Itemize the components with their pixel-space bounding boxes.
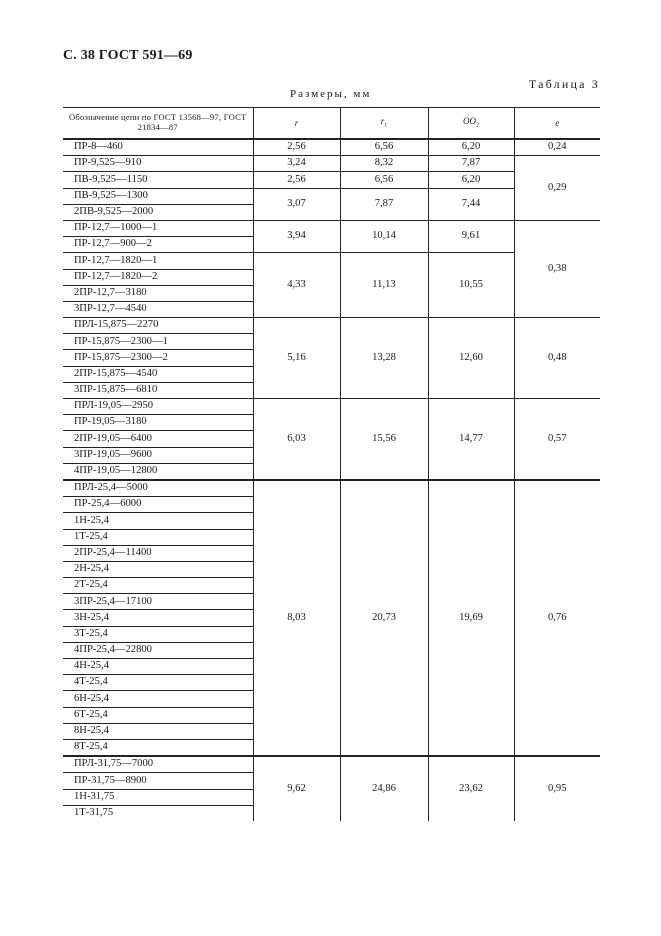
chain-designation: 1Н-31,75 [63, 789, 253, 805]
chain-designation: 3ПР-15,875—6810 [63, 382, 253, 398]
r1-subscript: 1 [384, 122, 388, 129]
chain-designation: 3ПР-19,05—9600 [63, 447, 253, 463]
chain-designation: 1Т-25,4 [63, 529, 253, 545]
cell-oo2: 7,44 [428, 188, 514, 220]
chain-designation: ПВ-9,525—1150 [63, 172, 253, 188]
cell-r: 6,03 [253, 399, 340, 480]
table-row [63, 318, 600, 334]
cell-r1: 8,32 [340, 156, 428, 172]
table-row [63, 756, 600, 773]
cell-oo2: 23,62 [428, 756, 514, 821]
table-label: Таблица 3 [528, 77, 600, 91]
chain-designation: 2ПВ-9,525—2000 [63, 204, 253, 220]
cell-r1: 10,14 [340, 220, 428, 252]
chain-designation: 4ПР-25,4—22800 [63, 642, 253, 658]
cell-r1: 6,56 [340, 172, 428, 188]
chain-dimensions-table [63, 107, 600, 821]
chain-designation: ПР-31,75—8900 [63, 773, 253, 789]
chain-designation: 1Н-25,4 [63, 513, 253, 529]
col-header-e [514, 108, 600, 140]
cell-r: 2,56 [253, 172, 340, 188]
col-header-designation: Обозначение цепи по ГОСТ 13568—97, ГОСТ 21834—87 [63, 108, 253, 140]
table-row [63, 156, 600, 172]
cell-oo2: 9,61 [428, 220, 514, 252]
cell-e: 0,29 [514, 156, 600, 221]
r1-symbol: r [380, 116, 385, 127]
chain-designation: ПРЛ-25,4—5000 [63, 480, 253, 497]
cell-e: 0,38 [514, 220, 600, 317]
cell-oo2: 6,20 [428, 139, 514, 156]
chain-designation: ПР-12,7—1820—1 [63, 253, 253, 269]
cell-r: 2,56 [253, 139, 340, 156]
e-symbol: e [555, 117, 560, 128]
oo2-subscript: 2 [476, 122, 479, 129]
chain-designation: ПР-8—460 [63, 139, 253, 156]
cell-oo2: 10,55 [428, 253, 514, 318]
cell-r1: 15,56 [340, 399, 428, 480]
chain-designation: 1Т-31,75 [74, 806, 114, 818]
table-row [63, 220, 600, 236]
chain-designation: ПР-12,7—900—2 [63, 237, 253, 253]
table-header-row [63, 108, 600, 140]
chain-designation: ПР-9,525—910 [63, 156, 253, 172]
chain-designation: 2ПР-15,875—4540 [63, 366, 253, 382]
chain-designation: ПР-15,875—2300—1 [63, 334, 253, 350]
chain-designation: ПР-19,05—3180 [63, 415, 253, 431]
chain-designation: ПРЛ-31,75—7000 [63, 756, 253, 773]
chain-designation: 2ПР-19,05—6400 [63, 431, 253, 447]
page-header: С. 38 ГОСТ 591—69 [63, 48, 193, 63]
cell-oo2: 14,77 [428, 399, 514, 480]
chain-designation: 4ПР-19,05—12800 [63, 463, 253, 480]
cell-r1: 11,13 [340, 253, 428, 318]
cell-r: 3,94 [253, 220, 340, 252]
cell-r: 3,07 [253, 188, 340, 220]
cell-r1: 6,56 [340, 139, 428, 156]
cell-oo2: 6,20 [428, 172, 514, 188]
cell-r1: 20,73 [340, 480, 428, 756]
chain-designation: 3ПР-25,4—17100 [63, 594, 253, 610]
cell-r1: 24,86 [340, 756, 428, 821]
chain-designation: 2Т-25,4 [63, 578, 253, 594]
chain-designation: 3Т-25,4 [63, 626, 253, 642]
col-header-r1 [340, 108, 428, 140]
chain-designation: 6Н-25,4 [63, 691, 253, 707]
cell-e: 0,95 [514, 756, 600, 821]
cell-r: 3,24 [253, 156, 340, 172]
sizes-caption: Размеры, мм [290, 88, 372, 100]
cell-r: 9,62 [253, 756, 340, 821]
chain-designation: ПР-15,875—2300—2 [63, 350, 253, 366]
chain-designation: ПРЛ-19,05—2950 [63, 399, 253, 415]
chain-designation: ПРЛ-15,875—2270 [63, 318, 253, 334]
cell-e: 0,24 [514, 139, 600, 156]
chain-designation: 8Т-25,4 [63, 739, 253, 756]
cell-r1: 13,28 [340, 318, 428, 399]
table-row [63, 139, 600, 156]
chain-designation: 6Т-25,4 [63, 707, 253, 723]
chain-designation: 3ПР-12,7—4540 [63, 301, 253, 317]
cell-oo2: 12,60 [428, 318, 514, 399]
cell-oo2: 7,87 [428, 156, 514, 172]
chain-designation: 8Н-25,4 [63, 723, 253, 739]
r-symbol: r [294, 117, 299, 128]
cell-e: 0,57 [514, 399, 600, 480]
col-header-oo2 [428, 108, 514, 140]
chain-designation: ПР-12,7—1820—2 [63, 269, 253, 285]
chain-designation: 2ПР-25,4—11400 [63, 545, 253, 561]
chain-designation: 4Н-25,4 [63, 659, 253, 675]
chain-designation: ПР-12,7—1000—1 [63, 220, 253, 236]
chain-designation: 2Н-25,4 [63, 561, 253, 577]
chain-designation: ПВ-9,525—1300 [63, 188, 253, 204]
cell-e: 0,48 [514, 318, 600, 399]
cell-e: 0,76 [514, 480, 600, 756]
cell-r1: 7,87 [340, 188, 428, 220]
table-row [63, 399, 600, 415]
cell-oo2: 19,69 [428, 480, 514, 756]
chain-designation: 4Т-25,4 [63, 675, 253, 691]
oo2-symbol: OO [463, 116, 476, 127]
cell-r: 4,33 [253, 253, 340, 318]
table-row [63, 480, 600, 497]
cell-r: 5,16 [253, 318, 340, 399]
chain-designation: 2ПР-12,7—3180 [63, 285, 253, 301]
col-header-r [253, 108, 340, 140]
chain-designation: ПР-25,4—6000 [63, 497, 253, 513]
cell-r: 8,03 [253, 480, 340, 756]
chain-designation: 3Н-25,4 [63, 610, 253, 626]
